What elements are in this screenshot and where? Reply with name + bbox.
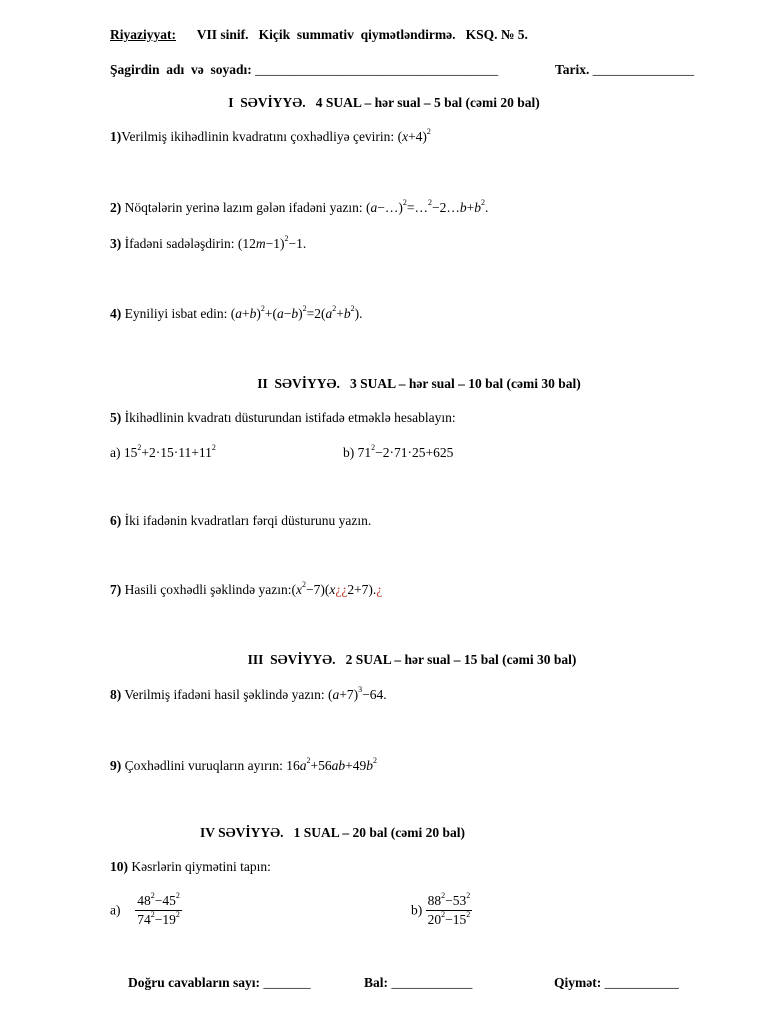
question-2: [110, 200, 488, 216]
math-expression: $(a+b)^2+(a-b)^2=2(a^2+b^2)$.: [230, 304, 363, 321]
question-number: 5): [110, 410, 122, 425]
question-number: 6): [110, 513, 122, 528]
math-expression: $15^2+2\cdot 15\cdot 11+11^2$: [123, 443, 216, 460]
date-line: [555, 62, 694, 78]
question-number: 10): [110, 859, 128, 874]
part-label: b): [343, 445, 355, 460]
correct-answers-label: Doğru cavabların sayı:: [128, 975, 261, 990]
question-number: 8): [110, 687, 122, 702]
score-field[interactable]: ____________: [391, 975, 473, 990]
math-expression: $16a^2+56ab+49b^2$: [286, 756, 377, 773]
grade-field[interactable]: ___________: [604, 975, 679, 990]
question-3: [110, 236, 306, 252]
math-expression: $(x^2-7)(x¿¿2+7).¿$: [291, 580, 383, 597]
question-10: [110, 859, 271, 875]
level-1-title: I SƏVİYYƏ. 4 SUAL – hər sual – 5 bal (cəmi 20 bal): [228, 95, 540, 110]
question-text: Verilmiş ifadəni hasil şəklində yazın:: [124, 687, 325, 702]
level-4-title: IV SƏVİYYƏ. 1 SUAL – 20 bal (cəmi 20 bal): [200, 825, 465, 840]
question-number: 4): [110, 306, 122, 321]
question-6: [110, 513, 371, 529]
grade-label: Qiymət:: [554, 975, 602, 990]
question-text: İkihədlinin kvadratı düsturundan istifadə etməklə hesablayın:: [124, 410, 456, 425]
question-7: [110, 582, 382, 598]
math-expression: $(a-\dots)^2=\dots^2-2\dots b+b^2$.: [366, 198, 489, 215]
grade-line: [554, 975, 679, 991]
question-5: [110, 410, 456, 426]
question-number: 1): [110, 129, 122, 144]
question-5a: [110, 445, 216, 461]
student-name-line: [110, 62, 498, 78]
level-3-title: III SƏVİYYƏ. 2 SUAL – hər sual – 15 bal (cəmi 30 bal): [247, 652, 577, 667]
question-number: 9): [110, 758, 122, 773]
date-label: Tarix.: [555, 62, 590, 77]
score-label: Bal:: [364, 975, 389, 990]
subject-label: Riyaziyyat:: [110, 27, 176, 42]
header-line: [110, 27, 528, 43]
score-line: [364, 975, 472, 991]
question-text: İki ifadənin kvadratları fərqi düsturunu yazın.: [124, 513, 372, 528]
worksheet-title: VII sinif. Kiçik summativ qiymətləndirmə. KSQ. № 5.: [196, 27, 528, 42]
question-text: Kəsrlərin qiymətini tapın:: [131, 859, 271, 874]
question-1: [110, 129, 431, 145]
part-label: a): [110, 445, 121, 460]
part-label: b): [411, 902, 423, 918]
math-expression: $(x+4)^2$: [397, 127, 431, 144]
question-10a: [110, 893, 182, 928]
fraction-a: $\frac{48^2-45^2}{74^2-19^2}$: [137, 891, 180, 927]
question-text: Eyniliyi isbat edin:: [124, 306, 228, 321]
question-text: Nöqtələrin yerinə lazım gələn ifadəni yazın:: [124, 200, 363, 215]
fraction-b: $\frac{88^2-53^2}{20^2-15^2}$: [427, 891, 471, 927]
question-text: İfadəni sadələşdirin:: [124, 236, 235, 251]
question-text: Verilmiş ikihədlinin kvadratını çoxhədliyə çevirin:: [121, 129, 395, 144]
question-text: Hasili çoxhədli şəklində yazın:: [124, 582, 292, 597]
question-4: [110, 306, 362, 322]
question-number: 3): [110, 236, 122, 251]
math-expression: $(12m-1)^2-1$.: [237, 234, 307, 251]
part-label: a): [110, 902, 121, 918]
math-expression: $71^2-2\cdot 71\cdot 25+625$: [357, 443, 454, 460]
question-9: [110, 758, 377, 774]
question-text: Çoxhədlini vuruqların ayırın:: [124, 758, 283, 773]
math-expression: $(a+7)^3-64$.: [327, 685, 387, 702]
question-8: [110, 687, 387, 703]
question-10b: [411, 893, 472, 928]
date-field[interactable]: _______________: [592, 62, 695, 77]
name-field[interactable]: ____________________________________: [255, 62, 499, 77]
question-number: 2): [110, 200, 122, 215]
correct-answers-line: [128, 975, 311, 991]
level-2-title: II SƏVİYYƏ. 3 SUAL – hər sual – 10 bal (cəmi 30 bal): [257, 376, 581, 391]
question-number: 7): [110, 582, 122, 597]
name-label: Şagirdin adı və soyadı:: [110, 62, 252, 77]
correct-answers-field[interactable]: _______: [263, 975, 311, 990]
question-5b: [343, 445, 453, 461]
